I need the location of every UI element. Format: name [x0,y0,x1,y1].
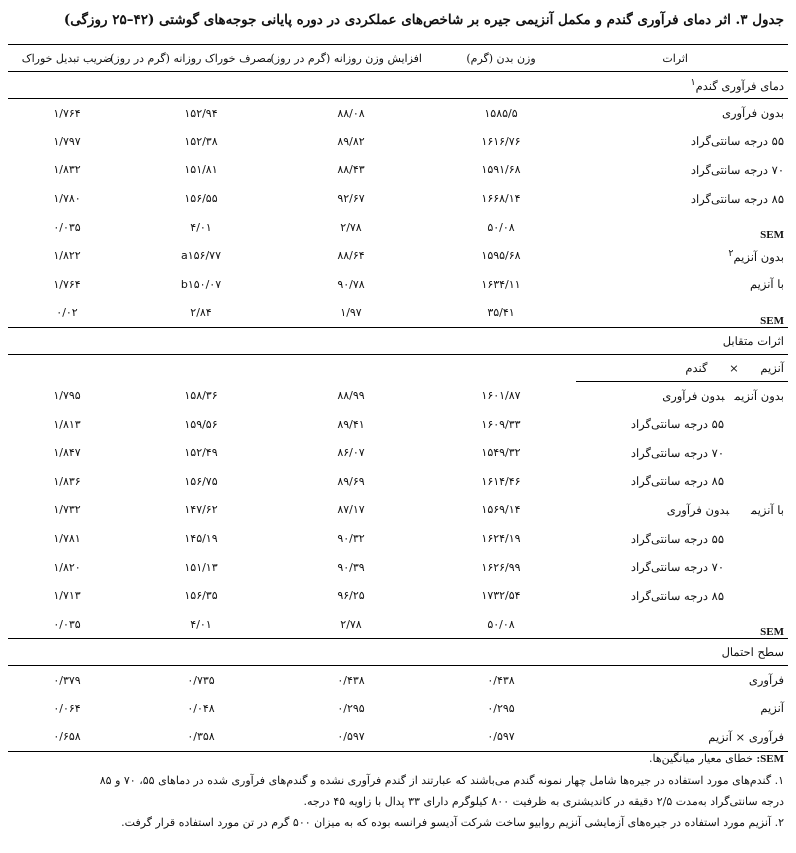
cell-feedintake: ۱۵۶/۷۵ [184,474,218,488]
table-row [8,127,788,156]
table-row [8,666,788,695]
cell-feedintake: ۲/۸۴ [126,299,276,328]
cell-bodyweight: ۱۷۳۲/۵۴ [481,589,521,603]
cell-dailygain: ۱/۹۷ [276,299,426,328]
cell-fcr: ۱/۸۳۶ [53,474,81,488]
row-label: ۷۰ درجه سانتی‌گراد [630,560,724,575]
cell-feedintake: ۰/۳۵۸ [126,723,276,752]
table-row [8,553,788,582]
row-label: ۷۰ درجه سانتی‌گراد [630,445,724,460]
cell-dailygain: ۰/۵۹۷ [276,723,426,752]
cell-bodyweight: ۱۵۸۵/۵ [484,106,518,120]
header-effects: اثرات [576,45,788,72]
section-significance [8,639,788,666]
cell-feedintake: ۱۵۲/۹۴ [184,106,218,120]
row-label: ۸۵ درجه سانتی‌گراد [690,191,784,206]
cell-fcr: ۱/۸۲۲ [53,249,81,263]
cell-dailygain: ۸۶/۰۷ [337,446,365,460]
table-row [8,184,788,213]
cell-feedintake: ۱۴۵/۱۹ [184,532,218,546]
table-row [8,381,788,410]
cell-feedintake: ۱۵۱/۸۱ [184,163,218,177]
cell-bodyweight: ۱۶۲۶/۹۹ [481,560,521,574]
cell-bodyweight: ۱۵۶۹/۱۴ [481,503,521,517]
cell-fcr: ۱/۷۶۴ [53,277,81,291]
cell-fcr: ۰/۰۶۴ [53,701,81,715]
footnote-2: ۲. آنزیم مورد استفاده در جیره‌های آزمایشی آنزیم روابیو ساخت شرکت آدیسو فرانسه بوده که به میزان ۵۰۰ گرم در تن مورد استفاده قرار گرفت. [121,816,784,829]
section-interaction [8,327,788,354]
cell-feedintake: ۰/۰۴۸ [187,701,215,715]
footnote-1: ۱. گندم‌های مورد استفاده در جیره‌ها شامل چهار نمونه گندم می‌باشند که عبارتند از گندم فرآوری نشده و گندم‌های فرآوری شده در دماهای ۵۵، ۷۰ و ۸۵ [99,774,784,787]
footnote-sem-key: SEM: [756,753,784,765]
cell-bodyweight: ۱۵۹۵/۶۸ [481,249,521,263]
cell-dailygain: ۹۶/۲۵ [337,589,365,603]
subheader-wheat: گندم [685,360,708,375]
cell-feedintake: ۴/۰۱ [126,610,276,639]
cell-fcr: ۱/۸۴۷ [53,446,81,460]
row-label: آنزیم [760,701,784,716]
cell-fcr: ۰/۰۲ [8,299,126,328]
row-label: SEM [576,610,788,639]
row-label: فرآوری [748,673,784,688]
row-label: بدون آنزیم [733,249,784,264]
cell-feedintake: ۱۵۶/۵۵ [184,192,218,206]
cell-dailygain: ۲/۷۸ [340,220,362,234]
cell-feedintake: ۱۴۷/۶۲ [184,503,218,517]
cell-feedintake: ۰/۷۳۵ [187,673,215,687]
cell-dailygain: ۸۸/۴۳ [337,163,365,177]
cell-fcr: ۱/۷۶۴ [53,106,81,120]
cell-bodyweight: ۱۶۰۱/۸۷ [481,389,521,403]
cell-bodyweight: ۵۰/۰۸ [426,610,576,639]
cell-dailygain: ۲/۷۸ [276,610,426,639]
cell-fcr: ۱/۷۱۳ [53,589,81,603]
subheader-enzyme: آنزیم [760,360,784,375]
footnote-marker: ۲ [728,247,734,259]
table-row [8,270,788,299]
cell-fcr: ۱/۸۱۳ [53,417,81,431]
cell-dailygain: ۸۹/۴۱ [337,417,365,431]
sem-row [8,299,788,328]
cell-dailygain: ۸۸/۹۹ [337,389,365,403]
cell-bodyweight: ۱۶۱۴/۴۶ [481,474,521,488]
group-label: با آنزیم [751,502,784,517]
header-feedintake: مصرف خوراک روزانه (گرم در روز) [126,45,276,72]
row-label: بدون فرآوری [662,388,725,403]
sem-row [8,610,788,639]
cell-bodyweight: ۰/۴۳۸ [487,673,515,687]
cell-dailygain: ۰/۲۹۵ [337,701,365,715]
cell-dailygain: ۸۹/۸۲ [337,134,365,148]
row-label: SEM [576,299,788,328]
row-label: بدون فرآوری [721,106,784,121]
cell-feedintake: ۱۵۶/۳۵ [184,589,218,603]
table-row [8,694,788,723]
cell-bodyweight: ۱۵۹۱/۶۸ [481,163,521,177]
header-dailygain: افزایش وزن روزانه (گرم در روز) [276,45,426,72]
row-label: ۷۰ درجه سانتی‌گراد [690,162,784,177]
cell-bodyweight: ۱۶۶۸/۱۴ [481,192,521,206]
table-row [8,496,788,525]
row-label: با آنزیم [750,277,784,292]
cell-feedintake: b۱۵۰/۰۷ [180,277,222,291]
cell-dailygain: ۸۹/۶۹ [337,474,365,488]
row-label: بدون فرآوری [666,502,730,517]
cell-dailygain: ۸۷/۱۷ [337,503,365,517]
table-row [8,156,788,185]
cell-dailygain: ۹۲/۶۷ [337,192,365,206]
cell-feedintake: ۱۵۲/۳۸ [184,134,218,148]
row-label: ۵۵ درجه سانتی‌گراد [690,134,784,149]
cell-fcr: ۱/۸۳۲ [53,163,81,177]
cell-bodyweight: ۱۵۴۹/۳۲ [481,446,521,460]
cell-fcr: ۰/۳۷۹ [53,673,81,687]
cell-feedintake: ۴/۰۱ [190,220,212,234]
table-footnotes [12,748,784,833]
table-row [8,467,788,496]
cell-bodyweight: ۱۶۲۴/۱۹ [481,532,521,546]
cell-feedintake: ۱۵۸/۳۶ [184,389,218,403]
row-label: ۵۵ درجه سانتی‌گراد [630,531,724,546]
sem-row [8,213,788,242]
cell-fcr: ۱/۷۸۰ [53,192,81,206]
row-label: فرآوری × آنزیم [576,723,788,752]
cell-dailygain: ۰/۴۳۸ [337,673,365,687]
cell-fcr: ۱/۸۲۰ [53,560,81,574]
row-label: SEM [760,229,784,242]
header-bodyweight: وزن بدن (گرم) [426,45,576,72]
cell-feedintake: ۱۵۲/۴۹ [184,446,218,460]
cell-feedintake: ۱۵۱/۱۳ [184,560,218,574]
cell-fcr: ۰/۶۵۸ [8,723,126,752]
footnote-marker: ۱ [690,77,696,89]
interaction-subheader [8,354,788,381]
subheader-times: × [729,360,739,375]
header-row [8,45,788,72]
results-table [8,44,788,752]
cell-bodyweight: ۰/۲۹۵ [487,701,515,715]
cell-dailygain: ۹۰/۳۹ [337,560,365,574]
table-row [8,410,788,439]
cell-bodyweight: ۳۵/۴۱ [426,299,576,328]
section-title: دمای فرآوری گندم [695,78,784,93]
table-caption: جدول ۳. اثر دمای فرآوری گندم و مکمل آنزیمی جیره بر شاخص‌های عملکردی در دوره پایانی جوجه‌های گوشتی (۴۲–۲۵ روزگی) [63,12,784,28]
cell-fcr: ۰/۰۳۵ [8,610,126,639]
cell-bodyweight: ۱۶۰۹/۳۳ [481,417,521,431]
cell-dailygain: ۸۸/۰۸ [337,106,365,120]
cell-fcr: ۱/۷۹۵ [53,389,81,403]
table-row [8,99,788,128]
footnote-1-cont: درجه سانتی‌گراد به‌مدت ۲/۵ دقیقه در کاندیشنری به ظرفیت ۸۰۰ کیلوگرم دارای ۳۳ پدال با زاویه ۴۵ درجه. [303,795,784,808]
cell-fcr: ۱/۷۹۷ [53,134,81,148]
cell-bodyweight: ۱۶۳۴/۱۱ [481,277,521,291]
cell-dailygain: ۸۸/۶۴ [337,249,365,263]
section-wheat-temp [8,72,788,99]
section-title: سطح احتمال [8,639,788,666]
header-fcr: ضریب تبدیل خوراک [8,45,126,72]
row-label: ۸۵ درجه سانتی‌گراد [630,588,724,603]
table-row [8,241,788,270]
table-row [8,581,788,610]
cell-bodyweight: ۱۶۱۶/۷۶ [481,134,521,148]
row-label: ۸۵ درجه سانتی‌گراد [630,474,724,489]
cell-bodyweight: ۵۰/۰۸ [487,220,515,234]
cell-dailygain: ۹۰/۷۸ [337,277,365,291]
cell-fcr: ۱/۷۳۲ [53,503,81,517]
cell-feedintake: ۱۵۹/۵۶ [184,417,218,431]
cell-fcr: ۱/۷۸۱ [53,532,81,546]
table-row [8,438,788,467]
cell-feedintake: a۱۵۶/۷۷ [181,249,221,263]
section-title: اثرات متقابل [8,327,788,354]
cell-dailygain: ۹۰/۳۲ [337,532,365,546]
footnote-sem [12,748,784,770]
footnote-sem-text: خطای معیار میانگین‌ها. [648,752,753,765]
cell-fcr: ۰/۰۳۵ [53,220,81,234]
row-label: ۵۵ درجه سانتی‌گراد [630,417,724,432]
group-label: بدون آنزیم [734,388,784,403]
table-row [8,524,788,553]
cell-bodyweight: ۰/۵۹۷ [426,723,576,752]
